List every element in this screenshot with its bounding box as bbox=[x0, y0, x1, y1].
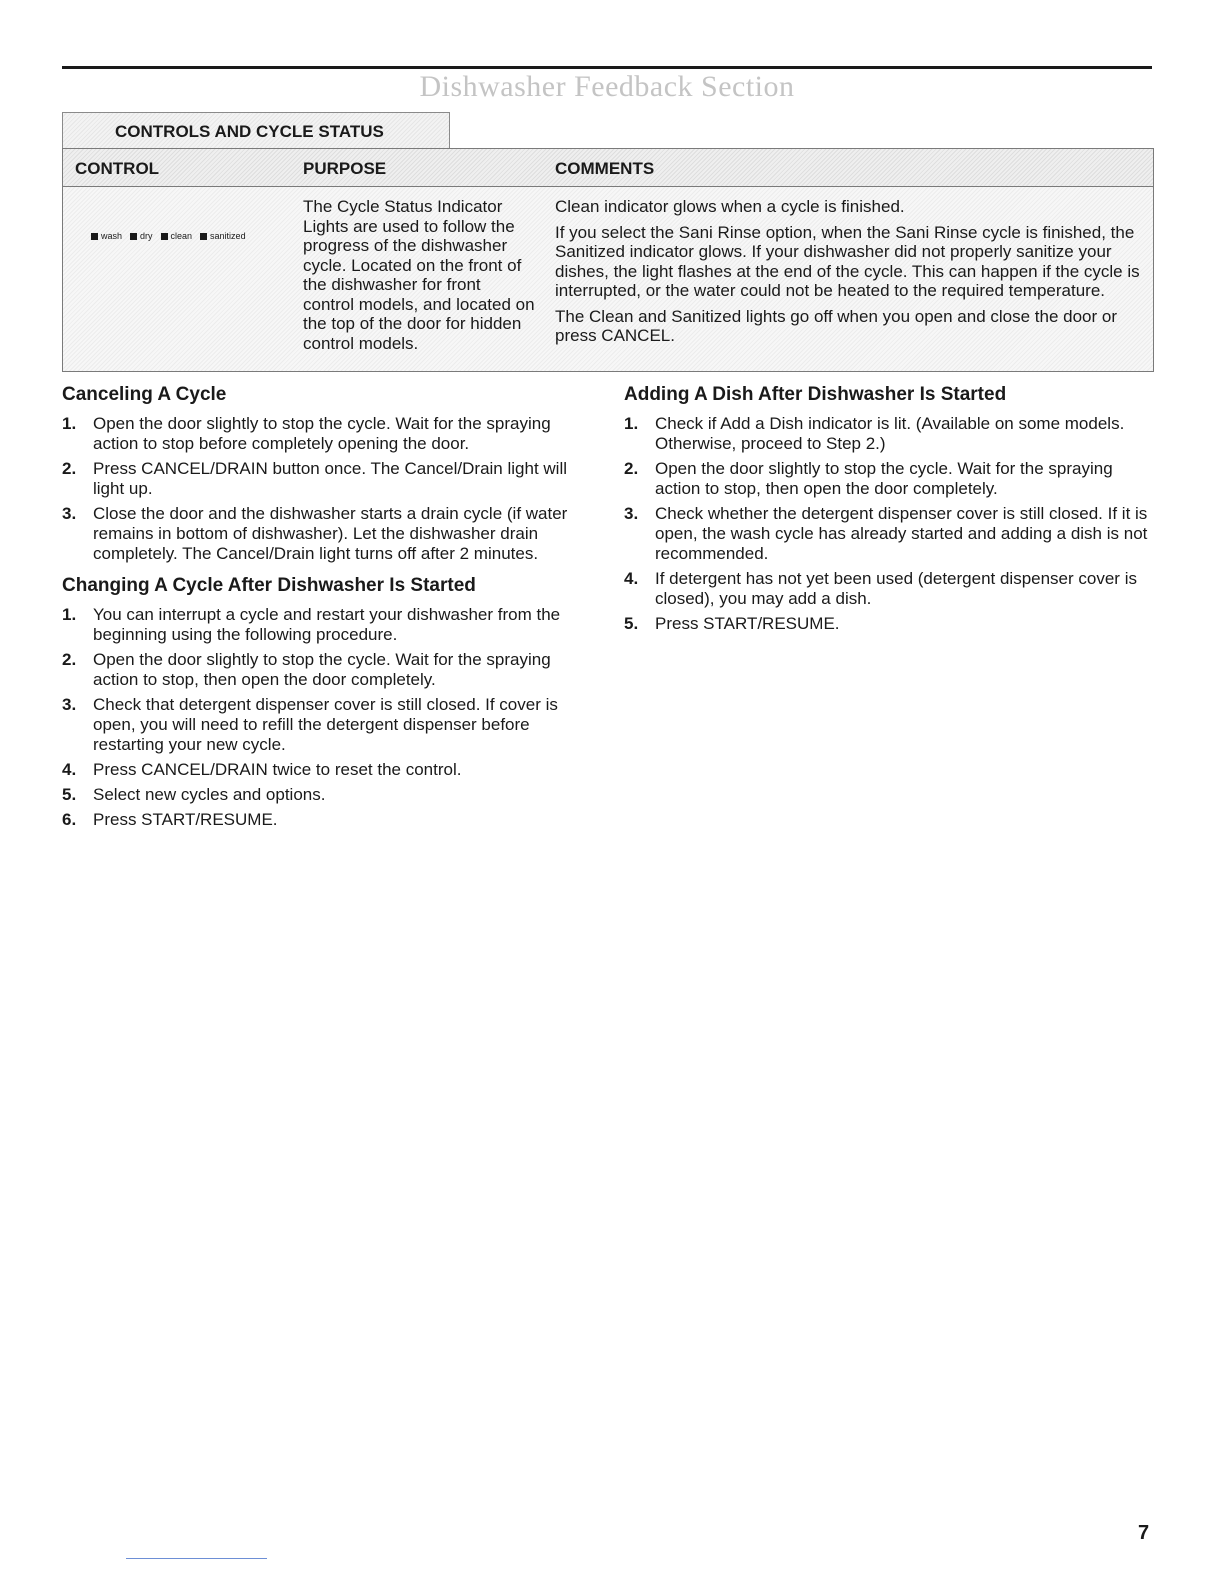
list-item bbox=[62, 504, 590, 564]
indicator-wash bbox=[91, 231, 122, 241]
step-text: Check whether the detergent dispenser cover is still closed. If it is open, the wash cycle has already started and adding a dish is not recommended. bbox=[655, 504, 1148, 563]
step-text: Select new cycles and options. bbox=[93, 785, 326, 804]
step-number: 3. bbox=[62, 695, 77, 714]
changing-heading: Changing A Cycle After Dishwasher Is Started bbox=[62, 575, 476, 596]
list-item bbox=[62, 650, 590, 690]
step-text: Check if Add a Dish indicator is lit. (Available on some models. Otherwise, proceed to Step 2.) bbox=[655, 414, 1125, 453]
step-number: 2. bbox=[624, 459, 639, 478]
step-number: 1. bbox=[624, 414, 639, 433]
controls-table bbox=[62, 148, 1154, 372]
column-header-comments: COMMENTS bbox=[555, 159, 655, 178]
step-text: Close the door and the dishwasher starts a drain cycle (if water remains in bottom of dishwasher). Let the dishwasher drain completely. The Cancel/Drain light turns off after 2 minutes. bbox=[93, 504, 568, 563]
canceling-steps bbox=[62, 414, 590, 564]
indicator-label: dry bbox=[140, 231, 153, 241]
indicator-label: wash bbox=[101, 231, 123, 241]
indicator-light-icon bbox=[130, 233, 137, 240]
section-title: Dishwasher Feedback Section bbox=[419, 70, 795, 103]
step-number: 4. bbox=[62, 760, 77, 779]
step-text: You can interrupt a cycle and restart your dishwasher from the beginning using the following procedure. bbox=[93, 605, 561, 644]
step-number: 1. bbox=[62, 414, 77, 433]
step-number: 4. bbox=[624, 569, 639, 588]
step-text: Press CANCEL/DRAIN twice to reset the control. bbox=[93, 760, 462, 779]
column-header-purpose: PURPOSE bbox=[303, 159, 387, 178]
right-column bbox=[624, 384, 1152, 639]
step-text: Press START/RESUME. bbox=[655, 614, 840, 633]
list-item bbox=[624, 504, 1152, 564]
list-item bbox=[62, 414, 590, 454]
indicator-clean bbox=[161, 231, 193, 241]
left-column bbox=[62, 384, 590, 835]
column-header-control: CONTROL bbox=[75, 159, 160, 178]
step-number: 1. bbox=[62, 605, 77, 624]
step-number: 3. bbox=[624, 504, 639, 523]
list-item bbox=[62, 459, 590, 499]
comments-cell bbox=[555, 197, 1143, 352]
purpose-cell: The Cycle Status Indicator Lights are used to follow the progress of the dishwasher cycle. Located on the front of the dishwasher for front control models, and located on the top of the door for hidden control models. bbox=[303, 197, 535, 353]
list-item bbox=[62, 760, 590, 780]
step-number: 6. bbox=[62, 810, 77, 829]
indicator-dry bbox=[130, 231, 153, 241]
changing-steps bbox=[62, 605, 590, 830]
indicator-light-icon bbox=[200, 233, 207, 240]
page-number: 7 bbox=[1138, 1522, 1150, 1544]
list-item bbox=[624, 614, 1152, 634]
indicator-light-icon bbox=[91, 233, 98, 240]
list-item bbox=[624, 459, 1152, 499]
step-text: Open the door slightly to stop the cycle. Wait for the spraying action to stop before completely opening the door. bbox=[93, 414, 551, 453]
list-item bbox=[62, 695, 590, 755]
comment-paragraph: The Clean and Sanitized lights go off when you open and close the door or press CANCEL. bbox=[555, 306, 1118, 345]
step-text: Check that detergent dispenser cover is still closed. If cover is open, you will need to refill the detergent dispenser before restarting your new cycle. bbox=[93, 695, 558, 754]
list-item bbox=[62, 785, 590, 805]
step-number: 5. bbox=[62, 785, 77, 804]
indicator-sanitized bbox=[200, 231, 246, 241]
step-text: Open the door slightly to stop the cycle. Wait for the spraying action to stop, then open the door completely. bbox=[93, 650, 551, 689]
list-item bbox=[624, 569, 1152, 609]
step-text: Open the door slightly to stop the cycle. Wait for the spraying action to stop, then open the door completely. bbox=[655, 459, 1113, 498]
indicator-label: clean bbox=[170, 231, 193, 241]
step-number: 2. bbox=[62, 650, 77, 669]
adding-heading: Adding A Dish After Dishwasher Is Started bbox=[624, 384, 1007, 405]
top-rule bbox=[62, 66, 1152, 69]
step-number: 5. bbox=[624, 614, 639, 633]
table-caption: CONTROLS AND CYCLE STATUS bbox=[62, 112, 450, 148]
cycle-status-indicator-lights bbox=[91, 231, 246, 241]
adding-steps bbox=[624, 414, 1152, 634]
indicator-light-icon bbox=[161, 233, 168, 240]
comment-paragraph: Clean indicator glows when a cycle is finished. bbox=[555, 197, 905, 216]
step-text: Press START/RESUME. bbox=[93, 810, 278, 829]
comment-paragraph: If you select the Sani Rinse option, when the Sani Rinse cycle is finished, the Sanitized indicator glows. If your dishwasher did not properly sanitize your dishes, the light flashes at the end of the cycle. This can happen if the cycle is interrupted, or the water could not be heated to the required temperature. bbox=[555, 222, 1140, 300]
table-header-row bbox=[63, 149, 1153, 187]
list-item bbox=[624, 414, 1152, 454]
step-text: If detergent has not yet been used (detergent dispenser cover is closed), you may add a dish. bbox=[655, 569, 1137, 608]
step-text: Press CANCEL/DRAIN button once. The Cancel/Drain light will light up. bbox=[93, 459, 567, 498]
canceling-heading: Canceling A Cycle bbox=[62, 384, 227, 405]
step-number: 3. bbox=[62, 504, 77, 523]
step-number: 2. bbox=[62, 459, 77, 478]
list-item bbox=[62, 810, 590, 830]
indicator-label: sanitized bbox=[210, 231, 246, 241]
bottom-divider bbox=[126, 1558, 267, 1559]
list-item bbox=[62, 605, 590, 645]
